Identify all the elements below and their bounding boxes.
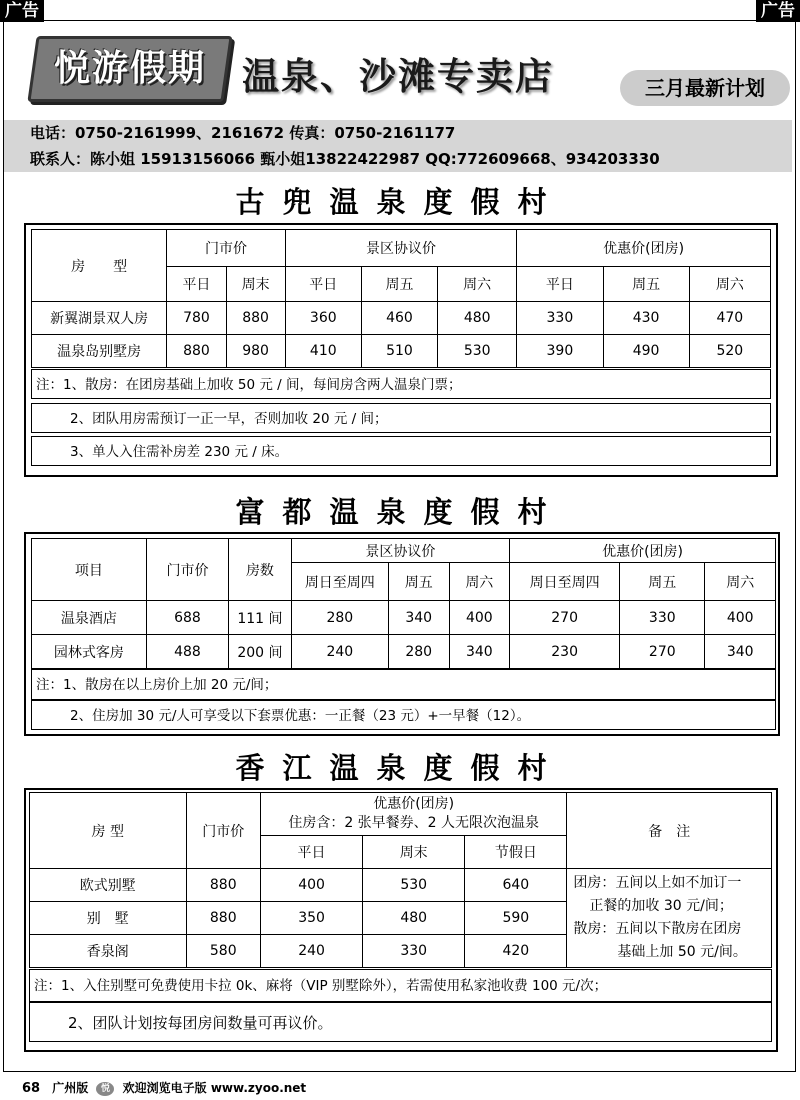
s1-cell: 480	[438, 302, 517, 335]
brand-logo: 悦游假期	[27, 36, 232, 102]
s3-cell: 350	[260, 902, 362, 935]
s2-row-name: 园林式客房	[32, 635, 147, 669]
s2-sub: 周五	[388, 563, 449, 601]
s2-row-name: 温泉酒店	[32, 601, 147, 635]
s2-sub: 周五	[620, 563, 705, 601]
s1-cell: 390	[517, 335, 603, 368]
s1-sub: 周五	[603, 267, 689, 302]
s2-cell: 330	[620, 601, 705, 635]
s3-remark	[567, 869, 772, 968]
table-row	[32, 302, 771, 335]
s3-cell: 640	[465, 869, 567, 902]
s3-cell: 420	[465, 935, 567, 968]
s2-cell: 400	[449, 601, 510, 635]
footer-logo-icon: 悦	[96, 1082, 114, 1096]
s3-cell: 580	[186, 935, 260, 968]
plan-badge: 三月最新计划	[620, 70, 790, 106]
s1-cell: 360	[285, 302, 361, 335]
s2-h-scenic: 景区协议价	[291, 539, 509, 563]
s1-cell: 880	[226, 302, 285, 335]
s1-sub: 平日	[167, 267, 226, 302]
s2-cell: 280	[291, 601, 388, 635]
s3-h-rack: 门市价	[186, 793, 260, 869]
footer-text: 欢迎浏览电子版 www.zyoo.net	[122, 1081, 307, 1095]
page-number: 68	[22, 1081, 41, 1096]
s1-note-2: 2、团队用房需预订一正一早，否则加收 20 元 / 间；	[31, 403, 771, 433]
s1-cell: 980	[226, 335, 285, 368]
s3-cell: 530	[363, 869, 465, 902]
table-row	[32, 335, 771, 368]
s1-note-1: 注：1、散房：在团房基础上加收 50 元 / 间，每间房含两人温泉门票；	[31, 369, 771, 399]
s3-remark-line: 基础上加 50 元/间。	[617, 944, 747, 960]
s1-cell: 460	[361, 302, 437, 335]
section3-table	[29, 792, 772, 968]
s1-sub: 平日	[517, 267, 603, 302]
s2-cell: 340	[705, 635, 776, 669]
s3-h-room: 房 型	[30, 793, 187, 869]
s1-sub: 周五	[361, 267, 437, 302]
store-title: 温泉、沙滩专卖店	[242, 55, 554, 98]
s2-note-1: 注：1、散房在以上房价上加 20 元/间；	[31, 669, 776, 700]
contact-phone: 电话：0750-2161999、2161672 传真：0750-2161177	[30, 124, 456, 142]
s1-h-room: 房 型	[32, 230, 167, 302]
s2-sub: 周六	[449, 563, 510, 601]
s2-cell: 340	[388, 601, 449, 635]
s3-cell: 400	[260, 869, 362, 902]
section2-title: 富都温泉度假村	[235, 495, 565, 529]
s2-h-rack: 门市价	[146, 539, 228, 601]
section1-table	[31, 229, 771, 368]
ad-tag-right: 广告	[756, 0, 800, 22]
s1-cell: 490	[603, 335, 689, 368]
s3-row-name: 香泉阁	[30, 935, 187, 968]
s3-remark-line: 散房：五间以下散房在团房	[573, 921, 742, 937]
s3-note-2: 2、团队计划按每团房间数量可再议价。	[29, 1002, 772, 1042]
s2-sub: 周日至周四	[510, 563, 620, 601]
s1-note-3: 3、单人入住需补房差 230 元 / 床。	[31, 436, 771, 466]
s1-cell: 520	[689, 335, 770, 368]
header	[30, 32, 780, 116]
s1-cell: 530	[438, 335, 517, 368]
s1-cell: 430	[603, 302, 689, 335]
s2-sub: 周六	[705, 563, 776, 601]
s2-cell: 688	[146, 601, 228, 635]
section2-table	[31, 538, 776, 669]
s1-row-name: 新翼湖景双人房	[32, 302, 167, 335]
s2-cell: 488	[146, 635, 228, 669]
s1-h-scenic: 景区协议价	[285, 230, 517, 267]
s3-cell: 240	[260, 935, 362, 968]
s2-cell: 111 间	[229, 601, 292, 635]
s3-row-name: 别 墅	[30, 902, 187, 935]
s2-h-count: 房数	[229, 539, 292, 601]
s2-cell: 340	[449, 635, 510, 669]
footer	[22, 1079, 306, 1096]
s3-h-promo	[260, 793, 566, 836]
s1-h-rack: 门市价	[167, 230, 285, 267]
s2-cell: 270	[510, 601, 620, 635]
s1-cell: 330	[517, 302, 603, 335]
s3-cell: 880	[186, 902, 260, 935]
s3-h-promo-title: 优惠价(团房)	[373, 796, 455, 812]
s2-cell: 240	[291, 635, 388, 669]
s3-sub: 周末	[363, 836, 465, 869]
s1-sub: 周末	[226, 267, 285, 302]
s1-h-promo: 优惠价(团房)	[517, 230, 771, 267]
s3-cell: 880	[186, 869, 260, 902]
section1-title: 古兜温泉度假村	[235, 185, 565, 219]
s3-h-remark: 备 注	[567, 793, 772, 869]
s1-sub: 平日	[285, 267, 361, 302]
contact-bar	[4, 120, 792, 172]
s2-cell: 200 间	[229, 635, 292, 669]
table-row	[30, 869, 772, 902]
s3-sub: 节假日	[465, 836, 567, 869]
section3-title: 香江温泉度假村	[235, 751, 565, 785]
s2-cell: 230	[510, 635, 620, 669]
s1-cell: 510	[361, 335, 437, 368]
s3-sub: 平日	[260, 836, 362, 869]
s3-cell: 330	[363, 935, 465, 968]
s1-cell: 780	[167, 302, 226, 335]
footer-edition: 广州版	[52, 1081, 89, 1095]
s1-sub: 周六	[689, 267, 770, 302]
s1-cell: 880	[167, 335, 226, 368]
s3-note-1: 注：1、入住别墅可免费使用卡拉 0k、麻将（VIP 别墅除外），若需使用私家池收费 100 元/次；	[29, 969, 772, 1002]
s1-row-name: 温泉岛别墅房	[32, 335, 167, 368]
s2-cell: 400	[705, 601, 776, 635]
s1-cell: 470	[689, 302, 770, 335]
table-row	[32, 635, 776, 669]
s3-cell: 590	[465, 902, 567, 935]
s3-remark-line: 团房：五间以上如不加订一	[573, 875, 742, 891]
s2-h-promo: 优惠价(团房)	[510, 539, 776, 563]
s1-cell: 410	[285, 335, 361, 368]
s3-remark-line: 正餐的加收 30 元/间；	[589, 898, 733, 914]
s2-cell: 270	[620, 635, 705, 669]
table-row	[32, 601, 776, 635]
ad-tag-left: 广告	[0, 0, 44, 22]
s3-cell: 480	[363, 902, 465, 935]
s2-cell: 280	[388, 635, 449, 669]
s1-sub: 周六	[438, 267, 517, 302]
s3-row-name: 欧式别墅	[30, 869, 187, 902]
s2-sub: 周日至周四	[291, 563, 388, 601]
s2-h-item: 项目	[32, 539, 147, 601]
s2-note-2: 2、住房加 30 元/人可享受以下套票优惠：一正餐（23 元）+一早餐（12）。	[31, 700, 776, 730]
s3-h-promo-desc: 住房含：2 张早餐券、2 人无限次泡温泉	[288, 815, 540, 831]
contact-persons: 联系人：陈小姐 15913156066 甄小姐13822422987 QQ:772609668、934203330	[30, 150, 660, 168]
